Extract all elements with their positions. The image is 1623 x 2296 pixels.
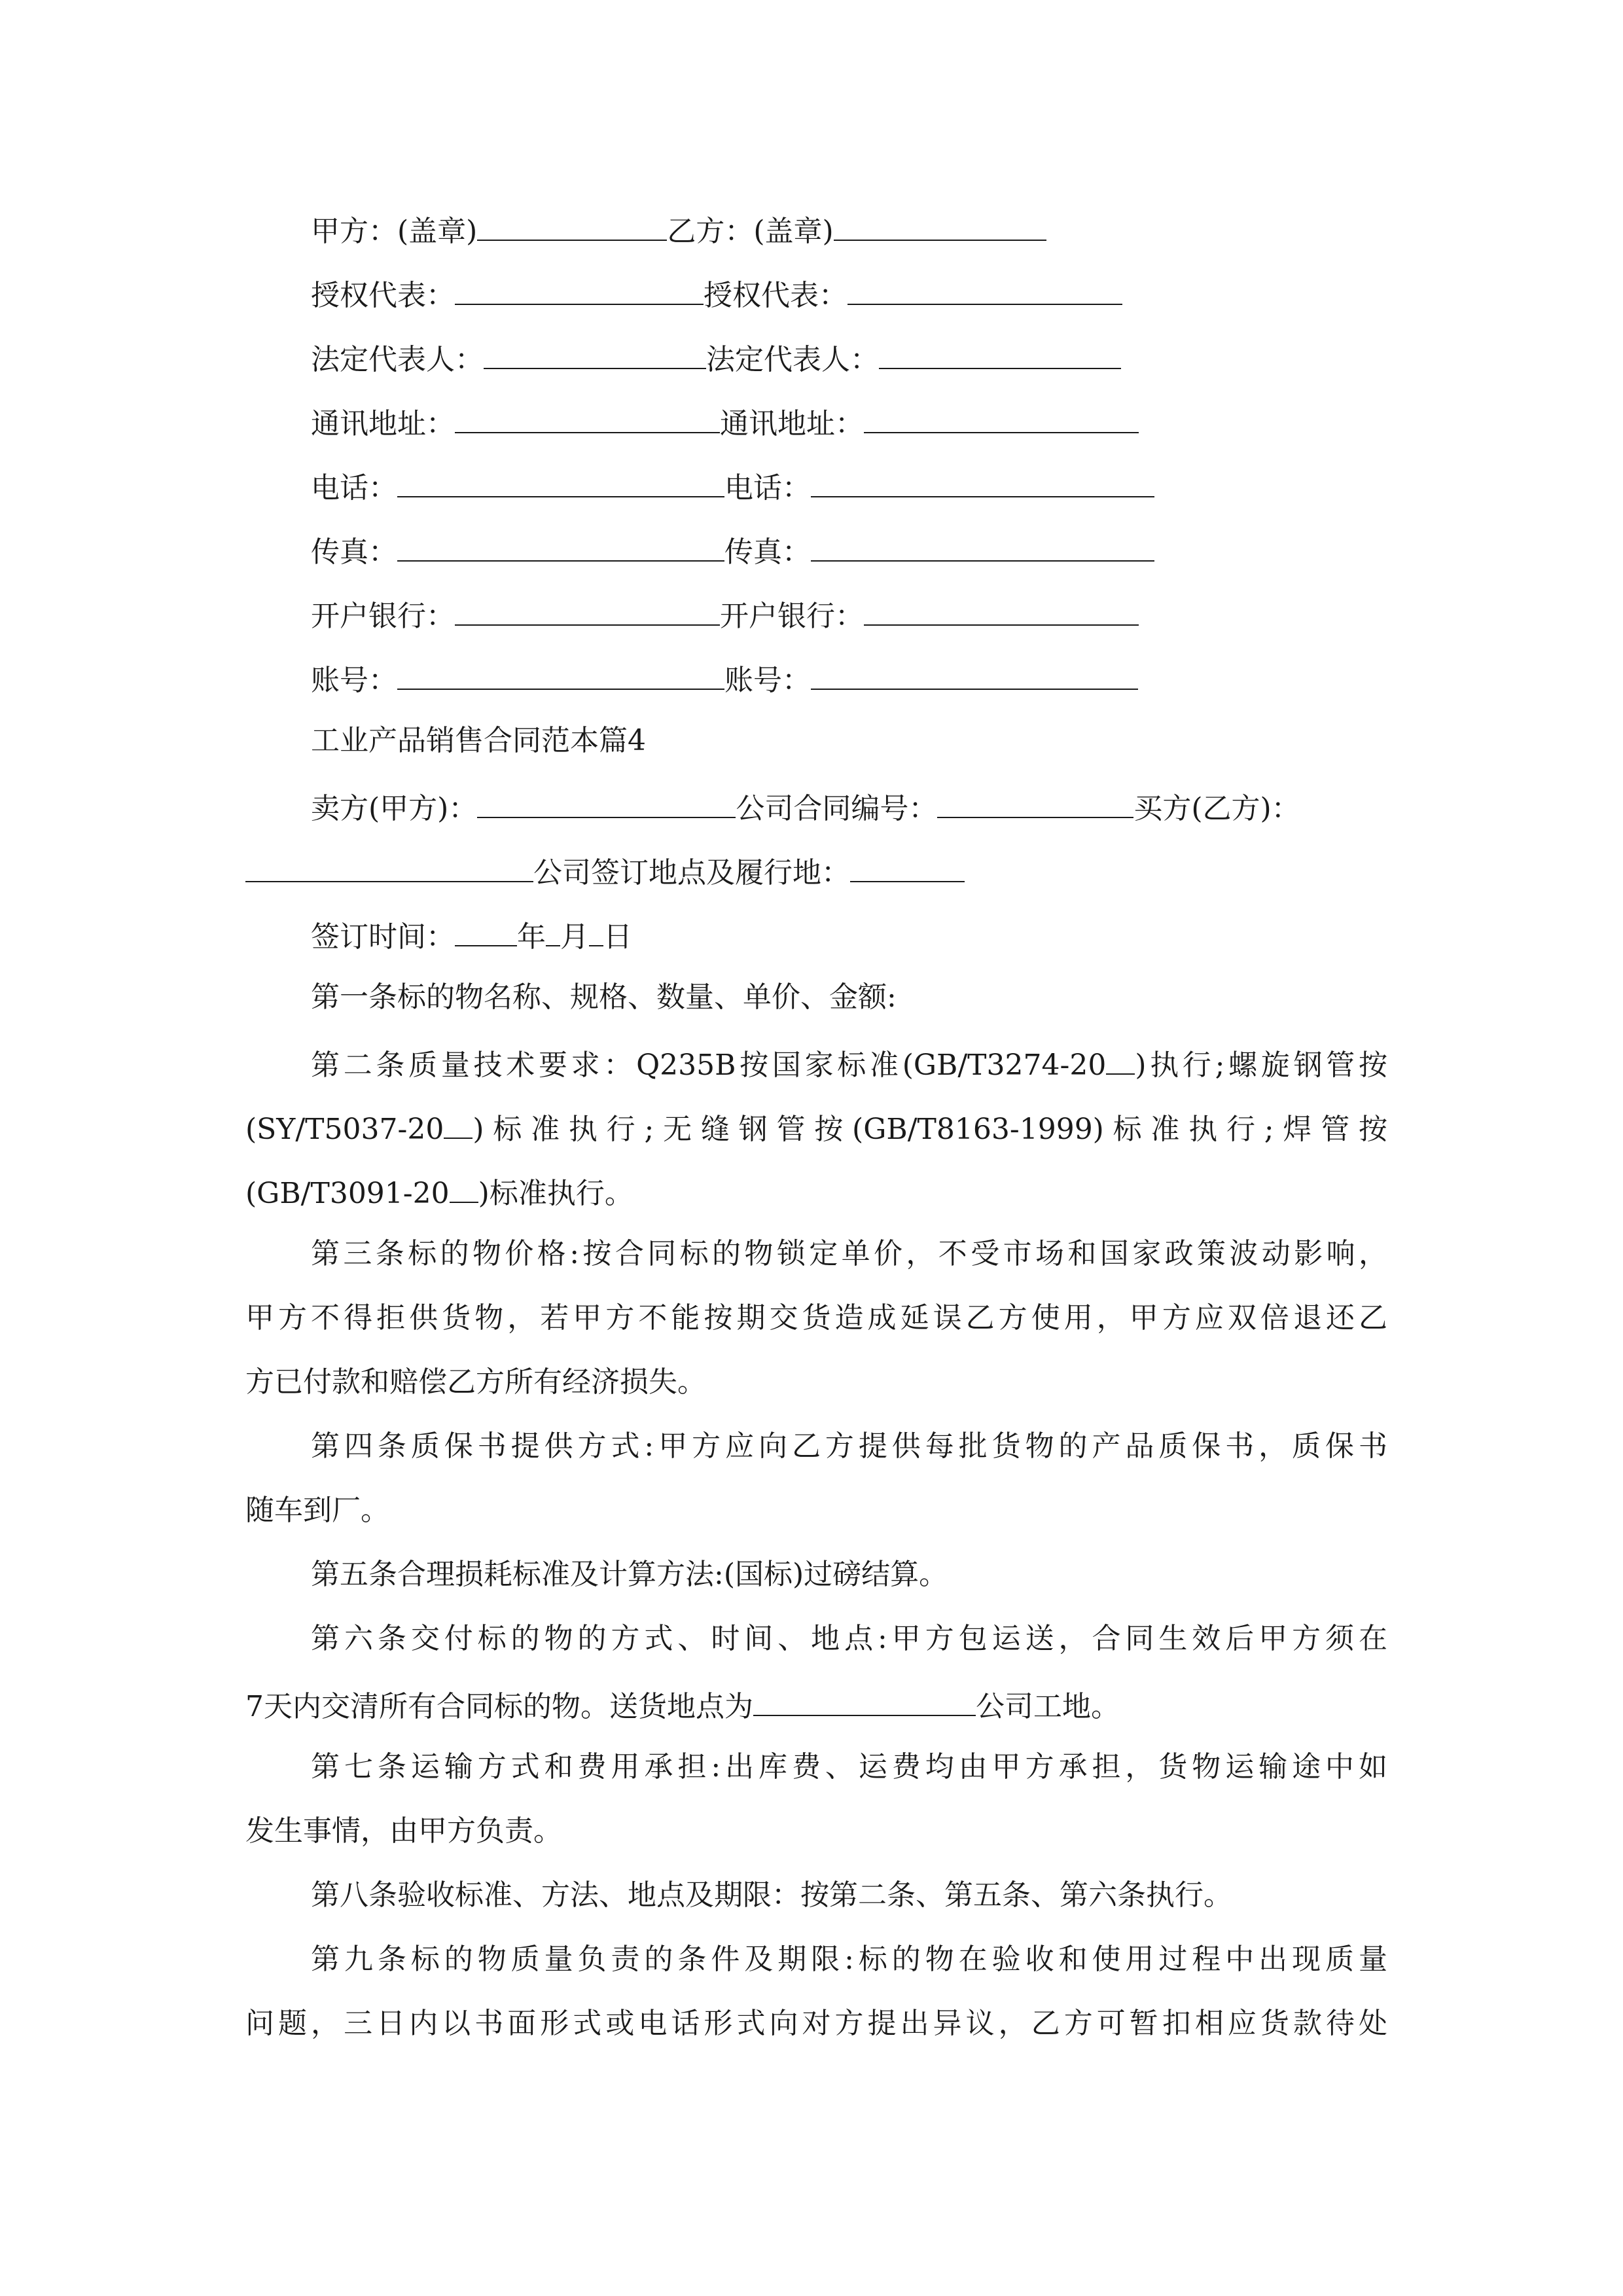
place-label: 公司签订地点及履行地：	[533, 856, 850, 889]
blank	[864, 593, 1139, 626]
sig-phone-row	[311, 465, 1387, 508]
day-label: 日	[603, 920, 632, 954]
article-5: 第五条合理损耗标准及计算方法:(国标)过磅结算。	[311, 1558, 948, 1591]
address-label-a: 通讯地址：	[311, 407, 455, 440]
month-label: 月	[560, 920, 589, 954]
header-row-1	[311, 785, 1387, 829]
blank	[811, 529, 1154, 562]
article-9-line-1: 第九条标的物质量负责的条件及期限:标的物在验收和使用过程中出现质量	[311, 1943, 1387, 1976]
article-6-text: 公司工地。	[976, 1690, 1120, 1723]
contract-no-label: 公司合同编号：	[736, 792, 938, 825]
blank	[397, 529, 724, 562]
article-2-text: (GB/T3091-20	[245, 1177, 450, 1210]
seller-label: 卖方(甲方)：	[311, 792, 478, 825]
article-3-line-3: 方已付款和赔偿乙方所有经济损失。	[245, 1365, 706, 1399]
blank	[455, 593, 720, 626]
fax-label-a: 传真：	[311, 535, 397, 569]
legal-rep-label-a: 法定代表人：	[311, 343, 484, 376]
auth-rep-label-a: 授权代表：	[311, 279, 455, 312]
article-6-line-2	[245, 1683, 1387, 1727]
sig-auth-row	[311, 272, 1387, 315]
article-2-text: (SY/T5037-20	[245, 1113, 444, 1146]
article-2-line-3	[245, 1170, 1387, 1213]
blank	[245, 850, 533, 882]
article-2-text: )标准执行。	[478, 1177, 633, 1210]
year-label: 年	[517, 920, 546, 954]
sig-address-row	[311, 401, 1387, 444]
blank	[397, 465, 724, 497]
phone-label-a: 电话：	[311, 471, 397, 505]
article-3-line-2: 甲方不得拒供货物，若甲方不能按期交货造成延误乙方使用，甲方应双倍退还乙	[245, 1301, 1387, 1335]
blank	[455, 401, 720, 433]
sig-bank-row	[311, 593, 1387, 636]
blank	[753, 1683, 976, 1716]
sig-fax-row	[311, 529, 1387, 572]
address-label-b: 通讯地址：	[720, 407, 864, 440]
article-7-line-2: 发生事情，由甲方负责。	[245, 1814, 562, 1848]
auth-rep-label-b: 授权代表：	[704, 279, 847, 312]
blank	[546, 914, 560, 946]
blank	[864, 401, 1139, 433]
blank	[1106, 1042, 1135, 1075]
article-2-line-1	[311, 1042, 1387, 1085]
article-4-line-1: 第四条质保书提供方式:甲方应向乙方提供每批货物的产品质保书，质保书	[311, 1429, 1387, 1463]
phone-label-b: 电话：	[724, 471, 811, 505]
account-label-a: 账号：	[311, 664, 397, 697]
party-a-seal-label: 甲方：(盖章)	[311, 215, 478, 248]
party-b-seal-label: 乙方：(盖章)	[667, 215, 834, 248]
article-3-line-1: 第三条标的物价格:按合同标的物锁定单价，不受市场和国家政策波动影响，	[311, 1237, 1387, 1270]
blank	[450, 1170, 478, 1203]
blank	[811, 657, 1138, 690]
blank	[847, 272, 1122, 305]
blank	[444, 1106, 473, 1139]
legal-rep-label-b: 法定代表人：	[706, 343, 879, 376]
sign-time-label: 签订时间：	[311, 920, 455, 954]
blank	[477, 785, 736, 818]
sig-seal-row	[311, 208, 1387, 251]
fax-label-b: 传真：	[724, 535, 811, 569]
article-6-text: 7天内交清所有合同标的物。送货地点为	[245, 1690, 753, 1723]
article-9-line-2: 问题，三日内以书面形式或电话形式向对方提出异议，乙方可暂扣相应货款待处	[245, 2007, 1387, 2040]
article-2-line-2	[245, 1106, 1387, 1149]
blank	[397, 657, 724, 690]
account-label-b: 账号：	[724, 664, 811, 697]
bank-label-b: 开户银行：	[720, 600, 864, 633]
sig-legal-row	[311, 336, 1387, 380]
header-row-2	[245, 850, 1387, 893]
article-2-text: )标准执行;无缝钢管按(GB/T8163-1999)标准执行;焊管按	[473, 1113, 1387, 1146]
blank	[484, 336, 706, 369]
blank	[879, 336, 1121, 369]
sign-time-row	[311, 914, 1387, 957]
buyer-label: 买方(乙方)：	[1133, 792, 1300, 825]
blank	[850, 850, 965, 882]
blank	[589, 914, 603, 946]
article-7-line-1: 第七条运输方式和费用承担:出库费、运费均由甲方承担，货物运输途中如	[311, 1750, 1387, 1784]
sig-account-row	[311, 657, 1387, 700]
bank-label-a: 开户银行：	[311, 600, 455, 633]
blank	[455, 272, 704, 305]
blank	[811, 465, 1154, 497]
article-6-line-1: 第六条交付标的物的方式、时间、地点:甲方包运送，合同生效后甲方须在	[311, 1622, 1387, 1655]
article-1: 第一条标的物名称、规格、数量、单价、金额:	[311, 980, 897, 1014]
section-title: 工业产品销售合同范本篇4	[311, 724, 646, 757]
article-4-line-2: 随车到厂。	[245, 1494, 389, 1527]
blank	[455, 914, 517, 946]
blank	[477, 208, 667, 241]
article-2-text: 第二条质量技术要求：Q235B按国家标准(GB/T3274-20	[311, 1049, 1107, 1082]
blank	[834, 208, 1046, 241]
article-2-text: )执行;螺旋钢管按	[1135, 1049, 1387, 1082]
article-8: 第八条验收标准、方法、地点及期限：按第二条、第五条、第六条执行。	[311, 1878, 1232, 1912]
blank	[937, 785, 1133, 818]
